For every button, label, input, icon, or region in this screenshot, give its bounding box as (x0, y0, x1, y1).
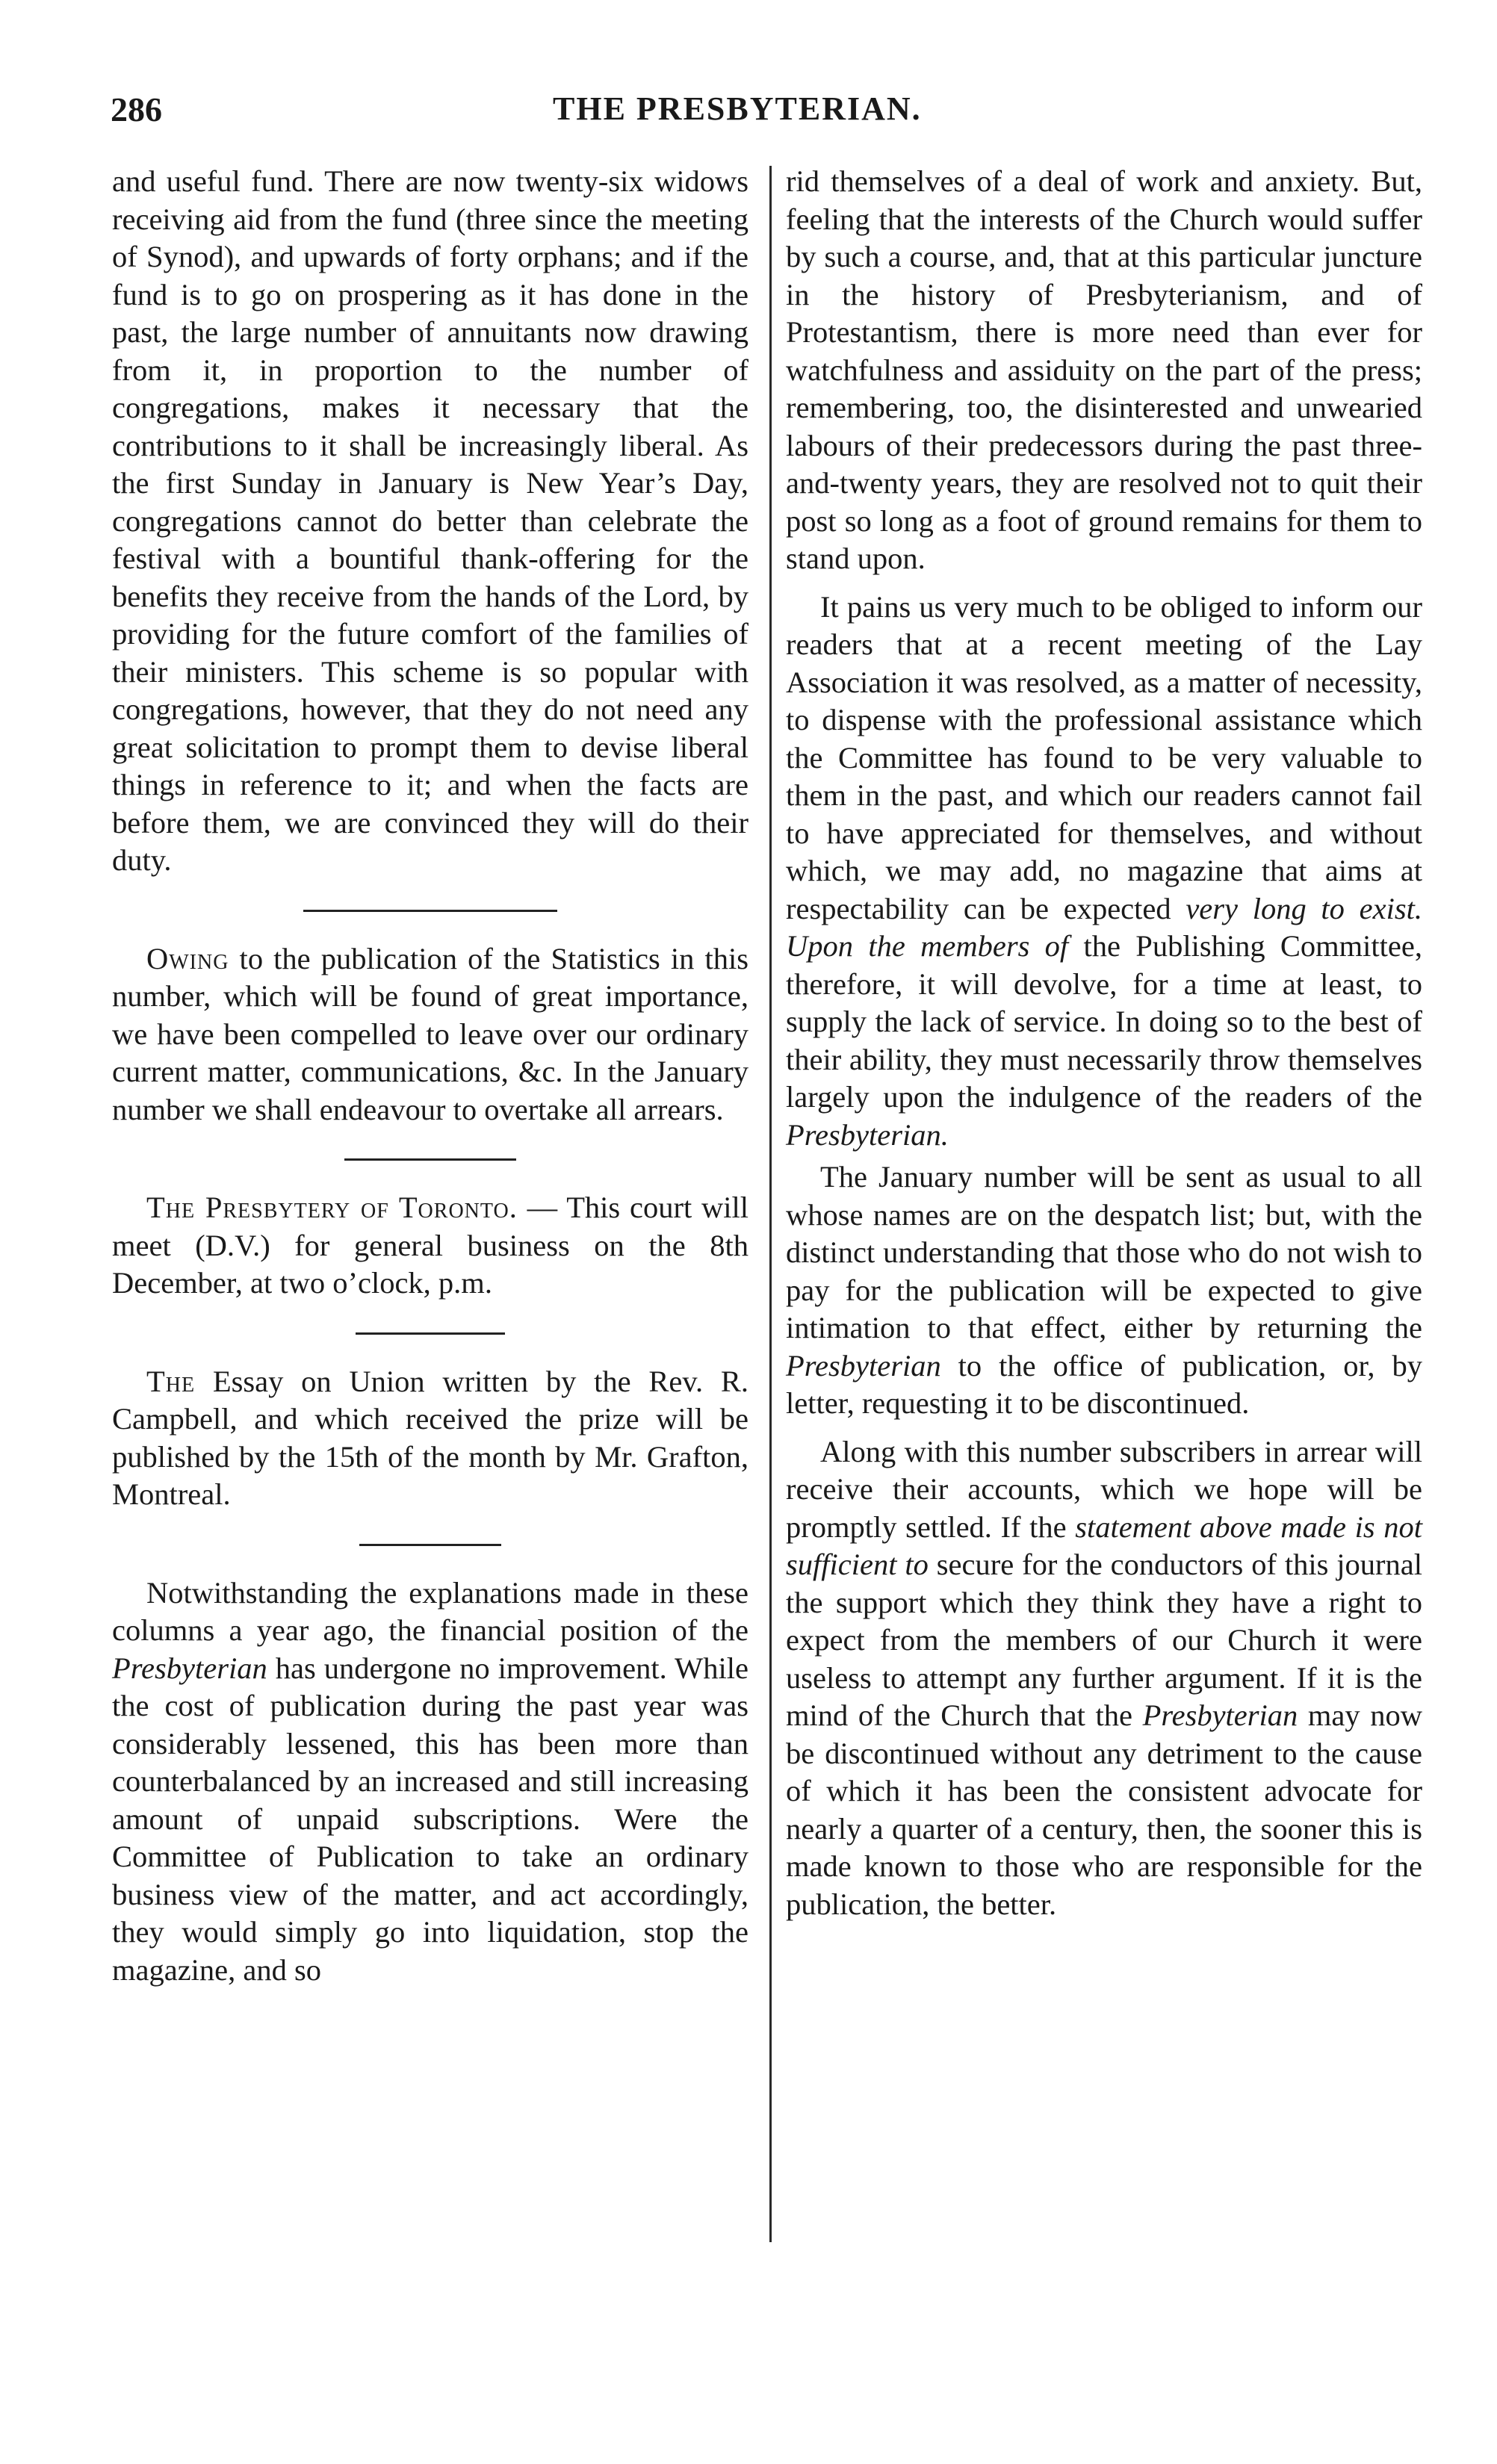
notice-lead: The Presbytery of Toronto. (146, 1191, 518, 1224)
journal-title: Presbyterian (786, 1348, 941, 1382)
paragraph-text: secure for the conductors of this journal the support which they think they have a right to expect from the members of our Church it were useless to attempt any further argument. If it is the mind of the Church that the (786, 1548, 1422, 1732)
running-head: THE PRESBYTERIAN. (553, 90, 922, 127)
notice-text: Essay on Union written by the Rev. R. Campbell, and which received the prize will be published by the 15th of the month by Mr. Grafton, Montreal. (112, 1364, 748, 1511)
left-column (112, 163, 748, 1989)
paragraph-text: Along with this number subscribers in arrear will receive their accounts, which we hope will be promptly settled. If the (786, 1434, 1422, 1544)
paragraph-text: It pains us very much to be obliged to inform our readers that at a recent meeting of the Lay Association it was resolved, as a matter of necessity, to dispense with the professional assistance which the Committee has found to be very valuable to them in the past, and which our readers cannot fail to have appreciated for themselves, and without which, we may add, no magazine that aims at respectability can be expected (786, 589, 1422, 925)
italic-text: statement above made is not sufficient to (786, 1509, 1422, 1581)
widows-fund-paragraph: and useful fund. There are now twenty-six widows receiving aid from the fund (three since the meeting of Synod), and upwards of forty orphans; and if the fund is to go on prospering as it has done in the past, the large number of annuitants now drawing from it, in proportion to the number of congregations, makes it necessary that the contributions to it shall be increasingly liberal. As the first Sunday in January is New Year’s Day, congregations cannot do better than celebrate the festival with a bountiful thank-offering for the benefits they receive from the hands of the Lord, by providing for the future comfort of the families of their ministers. This scheme is so popular with congregations, however, that they do not need any great solicitation to prompt them to devise liberal things in reference to it; and when the facts are before them, we are convinced they will do their duty. (112, 164, 748, 877)
page-number: 286 (111, 90, 162, 128)
column-rule (769, 166, 772, 2242)
essay-notice (112, 1363, 748, 1514)
section-separator (344, 1158, 516, 1161)
notice-text: — This court will meet (D.V.) for general business on the 8th December, at two o’clock, p.m. (112, 1191, 748, 1300)
continuation-paragraph: rid themselves of a deal of work and anxiety. But, feeling that the interests of the Church would suffer by such a course, and, that at this particular juncture in the history of Presbyterianism, and of Protestantism, there is more need than ever for watchfulness and assiduity on the part of the press; remembering, too, the disinterested and unwearied labours of their predecessors during the past three-and-twenty years, they are resolved not to quit their post so long as a foot of ground remains for them to stand upon. (786, 164, 1422, 575)
january-number-paragraph (786, 1158, 1422, 1423)
section-separator (303, 910, 557, 912)
presbytery-notice (112, 1189, 748, 1303)
paragraph-text: The January number will be sent as usual to all whose names are on the despatch list; but, with the distinct understanding that those who do not wish to pay for the publication will be expected to give intimation to that effect, either by returning the (786, 1160, 1422, 1344)
paragraph-text: Notwithstanding the explanations made in these columns a year ago, the financial position of the (112, 1575, 748, 1647)
statistics-notice (112, 940, 748, 1129)
financial-position-paragraph (112, 1574, 748, 1990)
journal-title: Presbyterian (1142, 1698, 1298, 1732)
paragraph-text: to the office of publication, or, by letter, requesting it to be discontinued. (786, 1348, 1422, 1420)
notice-text: to the publication of the Statistics in this number, which will be found of great importance, we have been compelled to leave over our ordinary current matter, communications, &c. In the January number we shall endeavour to overtake all arrears. (112, 941, 748, 1126)
section-separator (356, 1332, 505, 1335)
journal-title: Presbyterian. (786, 1117, 949, 1152)
paragraph-text: may now be discontinued without any detriment to the cause of which it has been the consistent advocate for nearly a quarter of a century, then, the sooner this is made known to those who are responsible for the publication, the better. (786, 1698, 1422, 1921)
notice-lead: Owing (146, 941, 229, 975)
lay-association-paragraph (786, 589, 1422, 1155)
journal-title: Presbyterian (112, 1651, 267, 1685)
right-column (786, 163, 1422, 1923)
section-separator (359, 1544, 501, 1546)
paragraph-text: has undergone no improvement. While the cost of publication during the past year was considerably lessened, this has been more than counterbalanced by an increased and still increasing amount of unpaid subscriptions. Were the Committee of Publication to take an ordinary business view of the matter, and act accordingly, they would simply go into liquidation, stop the magazine, and so (112, 1651, 748, 1987)
paragraph-text: the Publishing Committee, therefore, it will devolve, for a time at least, to supply the lack of service. In doing so to the best of their ability, they must necessarily throw themselves largely upon the indulgence of the readers of the (786, 929, 1423, 1114)
notice-lead: The (146, 1364, 196, 1398)
italic-text: very long to exist. Upon the members of (786, 891, 1422, 963)
subscribers-paragraph (786, 1433, 1422, 1924)
